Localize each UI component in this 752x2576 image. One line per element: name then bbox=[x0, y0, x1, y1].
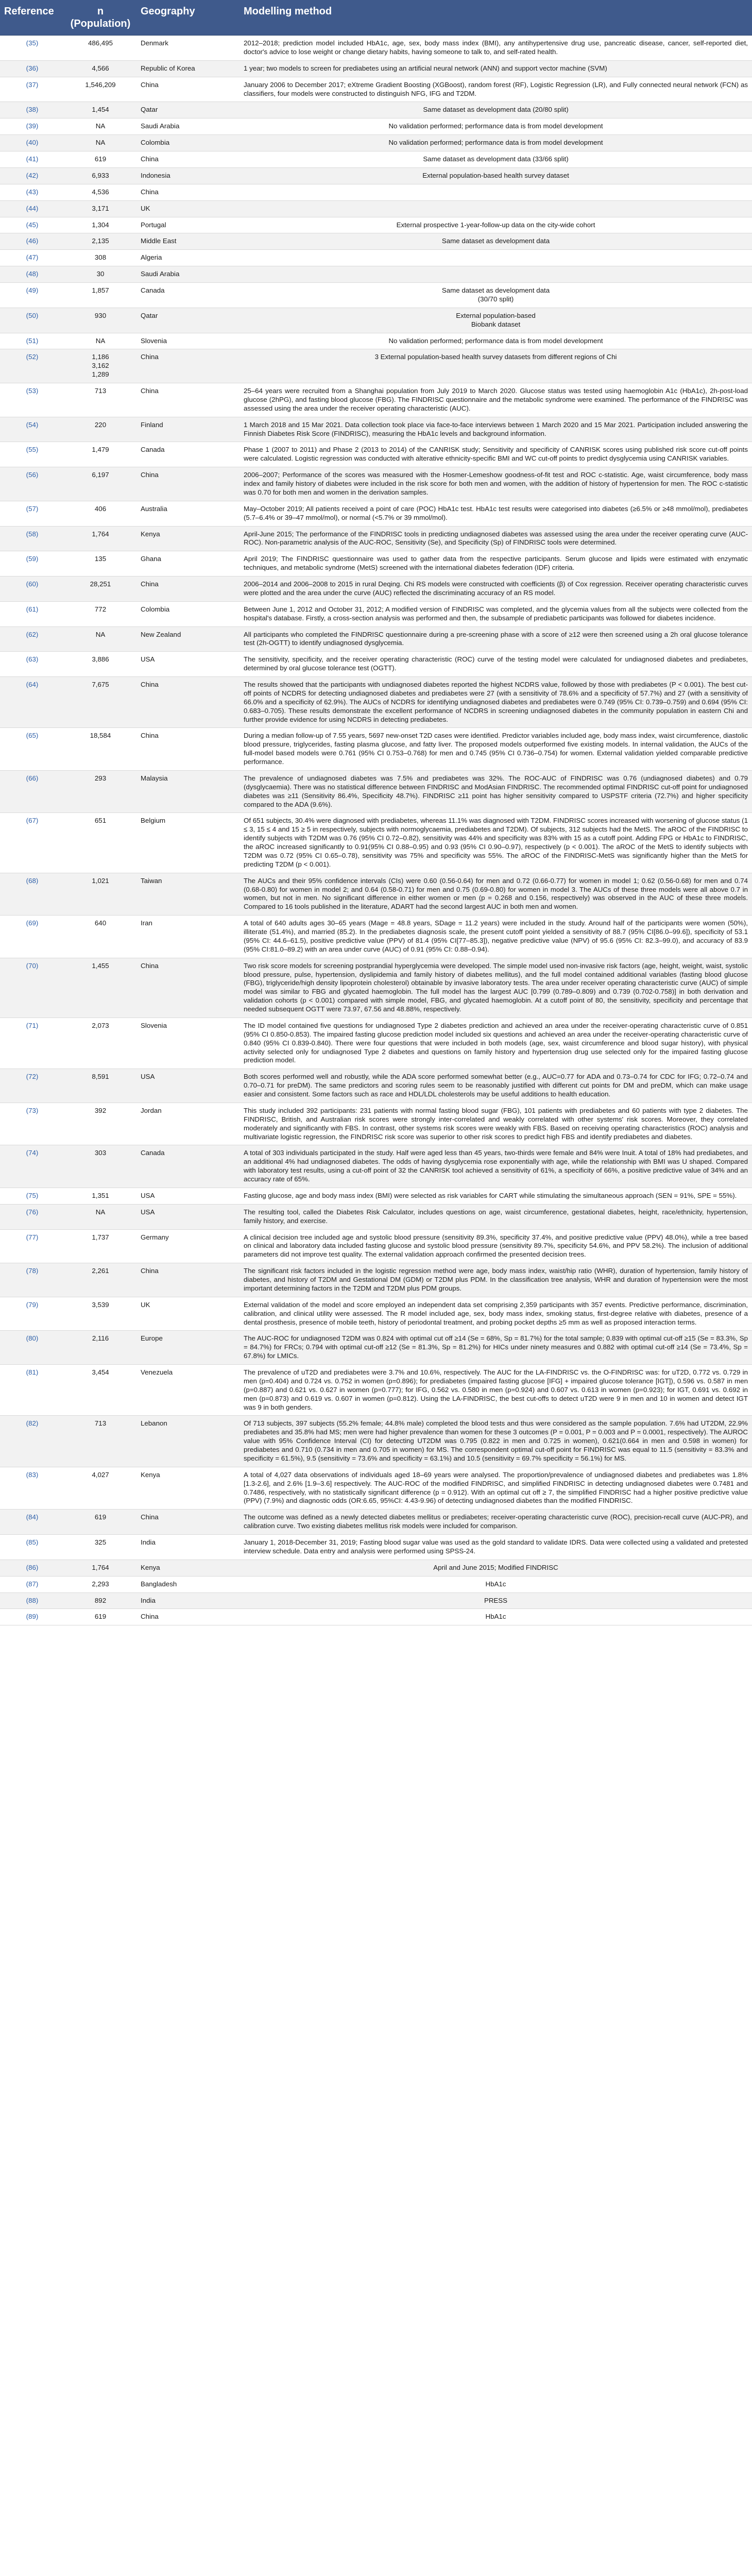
geography-cell: USA bbox=[136, 1069, 240, 1103]
reference-cell[interactable]: (81) bbox=[0, 1365, 64, 1416]
modelling-method-cell: The significant risk factors included in the logistic regression method were age, body mass index, waist/hip ratio (WHR), duration of hypertension, family history of diabetes, and history of T2DM and Gestational DM (GDM) or T2DM plus PDM. In the classification tree analysis, WHR and duration of hypertension were the most important determining factors in the T2DM and T2DM plus PDM groups. bbox=[240, 1263, 752, 1297]
reference-cell[interactable]: (54) bbox=[0, 417, 64, 442]
geography-cell: China bbox=[136, 184, 240, 200]
modelling-method-cell: The sensitivity, specificity, and the receiver operating characteristic (ROC) curve of the testing model were calculated for undiagnosed diabetes and prediabetes, determined by oral glucose tolerance test (OGTT). bbox=[240, 652, 752, 677]
n-population-cell: 1,737 bbox=[64, 1229, 136, 1263]
modelling-method-cell: April 2019; The FINDRISC questionnaire was used to gather data from the respective participants. Serum glucose and lipids were estimated with enzymatic techniques, and metabolic syndrome (MetS) screened with the international diabetes federation (IDF) criteria. bbox=[240, 551, 752, 577]
modelling-method-cell: HbA1c bbox=[240, 1576, 752, 1592]
modelling-method-cell bbox=[240, 184, 752, 200]
modelling-method-cell: Fasting glucose, age and body mass index (BMI) were selected as risk variables for CART while stimulating the simultaneous approach (SEN = 91%, SPE = 55%). bbox=[240, 1188, 752, 1204]
modelling-method-cell: The prevalence of undiagnosed diabetes was 7.5% and prediabetes was 32%. The ROC-AUC of FINDRISC was 0.76 (undiagnosed diabetes) and 0.79 (dysglycaemia). There was no statistical difference between FINDRISC and ModAsian FINDRISC. The recommended optimal FINDRISC cut-off point for undiagnosed diabetes was ≥11 (Sensitivity 86.4%, Specificity 48.7%). FINDRISC ≥11 point has higher sensitivity compared to USPSTF criteria (72.7%) and higher specificity compared to the ADA (9.6%). bbox=[240, 770, 752, 813]
n-population-cell: 1,546,209 bbox=[64, 77, 136, 102]
table-row bbox=[0, 1018, 752, 1069]
geography-cell: Venezuela bbox=[136, 1365, 240, 1416]
modelling-method-cell: HbA1c bbox=[240, 1609, 752, 1625]
modelling-method-cell: Same dataset as development data (30/70 split) bbox=[240, 283, 752, 308]
table-row bbox=[0, 770, 752, 813]
geography-cell: Slovenia bbox=[136, 333, 240, 349]
modelling-method-cell: A total of 640 adults ages 30–65 years (Mage = 48.8 years, SDage = 11.2 years) were included in the study. Around half of the participants were women (50%), illiterate (51.4%), and married (85.2). In the prediabetes diagnosis scale, the present cutoff point yielded a sensitivity of 88.7 (95% CI[86.0–99.6]), specificity of 53.1 (95% CI: 44.6–61.5), positive predictive value (PPV) of 81.4 (95% CI[77–85.3]), negative predictive value (NPV) of 95.6 (95% CI: 82.3–99.0), and accuracy of 83.9 (95% CI:81.0–89.2) with an area under curve (AUC) of 0.91 (95% CI: 0.88–0.94). bbox=[240, 916, 752, 958]
table-row bbox=[0, 1297, 752, 1331]
n-population-cell: 3,171 bbox=[64, 200, 136, 217]
reference-cell[interactable]: (70) bbox=[0, 958, 64, 1018]
geography-cell: Canada bbox=[136, 1145, 240, 1188]
geography-cell: Slovenia bbox=[136, 1018, 240, 1069]
n-population-cell: 293 bbox=[64, 770, 136, 813]
table-row bbox=[0, 308, 752, 333]
table-row bbox=[0, 118, 752, 135]
geography-cell: China bbox=[136, 577, 240, 602]
modelling-method-cell: The prevalence of uT2D and prediabetes were 3.7% and 10.6%, respectively. The AUC for the LA-FINDRISC vs. the O-FINDRISC was: for uT2D, 0.772 vs. 0.729 in men (p=0.404) and 0.724 vs. 0.752 in women (p=0.896); for prediabetes (impaired fasting glucose [IFG] + impaired glucose tolerance [IGT]), 0.596 vs. 0.587 in men (p=0.887) and 0.621 vs. 0.627 in women (p=0.777); for IFG, 0.562 vs. 0.580 in men (p=0.924) and 0.607 vs. 0.613 in women (p=0.923); for IGT, 0.691 vs. 0.692 in men (p=0.873) and 0.619 vs. 0.607 in women (p=0.812). Using the LA-FINDRISC, the best cut-offs to detect uT2D were 9 in men and 10 in women and detect IGT was 9 in both genders. bbox=[240, 1365, 752, 1416]
modelling-method-cell bbox=[240, 266, 752, 283]
modelling-method-cell: 25–64 years were recruited from a Shanghai population from July 2019 to March 2020. Glucose status was tested using haemoglobin A1c (HbA1c), 2h-post-load glucose (2hPG), and fasting blood glucose (FBG). The FINDRISC questionnaire and the metabolic syndrome were examined. The performance of the FINDRISC was assessed using the area under the receiver operating characteristic (AUC). bbox=[240, 383, 752, 417]
table-row bbox=[0, 526, 752, 551]
reference-cell[interactable]: (66) bbox=[0, 770, 64, 813]
n-population-cell: 640 bbox=[64, 916, 136, 958]
n-population-cell: 2,135 bbox=[64, 233, 136, 250]
modelling-method-cell: Between June 1, 2012 and October 31, 2012; A modified version of FINDRISC was completed, and the glycemia values from all the subjects were collected from the hospital's database. Firstly, a cross-section analysis was performed and then, the subsample of prediabetic participants was followed for diabetes incidence. bbox=[240, 601, 752, 626]
geography-cell: USA bbox=[136, 1188, 240, 1204]
reference-cell[interactable]: (83) bbox=[0, 1467, 64, 1510]
geography-cell: China bbox=[136, 958, 240, 1018]
n-population-cell: 308 bbox=[64, 250, 136, 266]
reference-cell[interactable]: (88) bbox=[0, 1592, 64, 1609]
geography-cell: Ghana bbox=[136, 551, 240, 577]
reference-cell[interactable]: (55) bbox=[0, 442, 64, 467]
reference-cell[interactable]: (60) bbox=[0, 577, 64, 602]
header-row bbox=[0, 0, 752, 36]
modelling-method-cell: 1 year; two models to screen for prediabetes using an artificial neural network (ANN) and support vector machine (SVM) bbox=[240, 60, 752, 77]
n-population-cell: 619 bbox=[64, 151, 136, 168]
table-row bbox=[0, 417, 752, 442]
geography-cell: Belgium bbox=[136, 813, 240, 873]
table-row bbox=[0, 873, 752, 916]
table-row bbox=[0, 958, 752, 1018]
n-population-cell: 3,454 bbox=[64, 1365, 136, 1416]
header-modelling-method: Modelling method bbox=[240, 0, 752, 36]
reference-cell[interactable]: (47) bbox=[0, 250, 64, 266]
table-row bbox=[0, 1145, 752, 1188]
table-row bbox=[0, 813, 752, 873]
modelling-method-cell: This study included 392 participants: 231 patients with normal fasting blood sugar (FBG), 101 patients with prediabetes and 60 patients with type 2 diabetes. The FINDRISC, British, and Australian risk scores were strongly inter-correlated and weakly correlated with other systems' risk scores. Moreover, they correlated moderately and significantly with FBS. In contrast, other systems risk scores were weakly with FBS. Based on receiving operating characteristics (ROC) analysis and multivariate logistic regression, the FINDRISC risk score was superior to other risk scores to predict high FBS and identify prediabetes and diabetes. bbox=[240, 1103, 752, 1145]
geography-cell: Qatar bbox=[136, 102, 240, 118]
n-population-cell: 651 bbox=[64, 813, 136, 873]
reference-cell[interactable]: (41) bbox=[0, 151, 64, 168]
reference-cell[interactable]: (86) bbox=[0, 1560, 64, 1576]
n-population-cell: 4,536 bbox=[64, 184, 136, 200]
geography-cell: Bangladesh bbox=[136, 1576, 240, 1592]
reference-cell[interactable]: (79) bbox=[0, 1297, 64, 1331]
n-population-cell: NA bbox=[64, 626, 136, 652]
n-population-cell: 4,027 bbox=[64, 1467, 136, 1510]
modelling-method-cell: 2006–2007; Performance of the scores was measured with the Hosmer-Lemeshow goodness-of-fit test and ROC c-statistic. Age, waist circumference, body mass index and family history of diabetes were included in the risk score for both men and women, with the addition of history of hypertension for men. The ROC c-statistic was 0.70 for both men and women in the derivation samples. bbox=[240, 467, 752, 501]
table-row bbox=[0, 652, 752, 677]
modelling-method-cell: During a median follow-up of 7.55 years, 5697 new-onset T2D cases were identified. Predictor variables included age, body mass index, waist circumference, diastolic blood pressure, triglycerides, fasting plasma glucose, and fatty liver. The proposed models outperformed five existing models. In internal validation, the AUCs of the full-model based models were 0.761 (95% CI 0.753–0.768) for men and 0.745 (95% CI 0.736–0.754) for women. External validation yielded comparable predictive performance. bbox=[240, 728, 752, 771]
geography-cell: China bbox=[136, 1510, 240, 1535]
modelling-method-cell: 1 March 2018 and 15 Mar 2021. Data collection took place via face-to-face interviews between 1 March 2020 and 15 Mar 2021. Participation included answering the Finnish Diabetes Risk Score (FINDRISC), measuring the HbA1c levels and background information. bbox=[240, 417, 752, 442]
table-row bbox=[0, 77, 752, 102]
modelling-method-cell: No validation performed; performance data is from model development bbox=[240, 333, 752, 349]
reference-cell[interactable]: (56) bbox=[0, 467, 64, 501]
reference-cell[interactable]: (84) bbox=[0, 1510, 64, 1535]
reference-cell[interactable]: (74) bbox=[0, 1145, 64, 1188]
n-population-cell: 220 bbox=[64, 417, 136, 442]
reference-cell[interactable]: (75) bbox=[0, 1188, 64, 1204]
header-geography: Geography bbox=[136, 0, 240, 36]
n-population-cell: 1,186 3,162 1,289 bbox=[64, 349, 136, 383]
geography-cell: Saudi Arabia bbox=[136, 266, 240, 283]
reference-cell[interactable]: (48) bbox=[0, 266, 64, 283]
n-population-cell: 713 bbox=[64, 383, 136, 417]
modelling-method-cell: A total of 4,027 data observations of individuals aged 18–69 years were analysed. The proportion/prevalence of undiagnosed diabetes and prediabetes was 1.8% [1.3-2.6], and 2.6% [1.9–3.6] respectively. The AUC-ROC of the modified FINDRISC, and simplified FINDRISC in detecting undiagnosed diabetes were 0.7481 and 0.7486, respectively, with no statistically significant difference (p = 0.912). With an optimal cut off ≥ 7, the simplified FINDRISC had a higher positive predictive value (PPV) (7.9%) and diagnostic odds (OR:6.65, 95%CI: 4.43-9.96) of detecting undiagnosed diabetes than the modified FINDRISC. bbox=[240, 1467, 752, 1510]
n-population-cell: 6,197 bbox=[64, 467, 136, 501]
reference-cell[interactable]: (35) bbox=[0, 36, 64, 61]
table-row bbox=[0, 1188, 752, 1204]
table-row bbox=[0, 1510, 752, 1535]
modelling-method-cell: May–October 2019; All patients received a point of care (POC) HbA1c test. HbA1c test results were categorised into diabetes (≥6.5% or ≥48 mmol/mol), prediabetes (5.7–6.4% or 39–47 mmol/mol), or normal (<5.7% or 39 mmol/mol). bbox=[240, 501, 752, 526]
table-row bbox=[0, 442, 752, 467]
n-population-cell: 892 bbox=[64, 1592, 136, 1609]
geography-cell: China bbox=[136, 383, 240, 417]
modelling-method-cell: January 2006 to December 2017; eXtreme Gradient Boosting (XGBoost), random forest (RF), Logistic Regression (LR), and Fully connected neural network (FCN) as classifiers, four models were constructed to distinguish NFG, IFG and T2DM. bbox=[240, 77, 752, 102]
modelling-method-cell: A total of 303 individuals participated in the study. Half were aged less than 45 years, two-thirds were female and 84% were Inuit. A total of 18% had prediabetes, and an additional 4% had undiagnosed diabetes. The odds of having dysglycemia rose exponentially with age, while the relationship with BMI was U shaped. Compared with laboratory test results, using a cut-off point of 32 the CANRISK tool achieved a sensitivity of 61%, a specificity of 66%, a positive predictive value of 34% and an accuracy rate of 65%. bbox=[240, 1145, 752, 1188]
n-population-cell: 303 bbox=[64, 1145, 136, 1188]
n-population-cell: 4,566 bbox=[64, 60, 136, 77]
modelling-method-cell: All participants who completed the FINDRISC questionnaire during a pre-screening phase with a score of ≥12 were then screened using a 2h oral glucose tolerance test (2h-OGTT) to identify undiagnosed dysglycemia. bbox=[240, 626, 752, 652]
n-population-cell: 1,455 bbox=[64, 958, 136, 1018]
n-population-cell: 18,584 bbox=[64, 728, 136, 771]
geography-cell: China bbox=[136, 151, 240, 168]
geography-cell: China bbox=[136, 77, 240, 102]
modelling-method-cell bbox=[240, 200, 752, 217]
geography-cell: Algeria bbox=[136, 250, 240, 266]
n-population-cell: 1,764 bbox=[64, 1560, 136, 1576]
modelling-method-cell: Same dataset as development data (20/80 split) bbox=[240, 102, 752, 118]
n-population-cell: NA bbox=[64, 1204, 136, 1229]
geography-cell: India bbox=[136, 1535, 240, 1560]
geography-cell: Jordan bbox=[136, 1103, 240, 1145]
modelling-method-cell: External prospective 1-year-follow-up data on the city-wide cohort bbox=[240, 217, 752, 233]
modelling-method-cell: The resulting tool, called the Diabetes Risk Calculator, includes questions on age, waist circumference, gestational diabetes, height, race/ethnicity, hypertension, family history, and exercise. bbox=[240, 1204, 752, 1229]
geography-cell: Europe bbox=[136, 1331, 240, 1365]
table-row bbox=[0, 1229, 752, 1263]
table-row bbox=[0, 333, 752, 349]
geography-cell: Colombia bbox=[136, 601, 240, 626]
geography-cell: Taiwan bbox=[136, 873, 240, 916]
n-population-cell: 2,261 bbox=[64, 1263, 136, 1297]
reference-cell[interactable]: (77) bbox=[0, 1229, 64, 1263]
geography-cell: Finland bbox=[136, 417, 240, 442]
reference-cell[interactable]: (73) bbox=[0, 1103, 64, 1145]
reference-cell[interactable]: (80) bbox=[0, 1331, 64, 1365]
n-population-cell: 325 bbox=[64, 1535, 136, 1560]
modelling-method-cell: The AUC-ROC for undiagnosed T2DM was 0.824 with optimal cut off ≥14 (Se = 68%, Sp = 81.7%) for the total sample; 0.839 with optimal cut-off ≥15 (Se = 83.3%, Sp = 84.7%) for FRCs; 0.794 with optimal cut-off ≥12 (Se = 81.3%, Sp = 81.2%) for HICs under ninety measures and 0.882 with optimal cut-off ≥14 (Se = 73.4%, Sp = 67.8%) for LMICs. bbox=[240, 1331, 752, 1365]
reference-cell[interactable]: (58) bbox=[0, 526, 64, 551]
n-population-cell: 1,479 bbox=[64, 442, 136, 467]
modelling-method-cell: Phase 1 (2007 to 2011) and Phase 2 (2013 to 2014) of the CANRISK study; Sensitivity and specificity of CANRISK scores using published risk score cut-off points were calculated. Logistic regression was conducted with alterative ethnicity-specific BMI and WC cut-off points to predict dysglycemia using CANRISK variables. bbox=[240, 442, 752, 467]
modelling-method-cell: Two risk score models for screening postprandial hyperglycemia were developed. The simple model used non-invasive risk factors (age, height, weight, waist, systolic blood pressure, pulse, hypertension, dyslipidemia and family history of diabetes mellitus), and the full model contained additional variables (fasting blood glucose (FBG), triglyceride/high density lipoprotein cholesterol) obtainable by invasive laboratory tests. The area under receiver operating characteristic curve (AUC) of simple model was similar to FBG and glycated haemoglobin. The full model has the largest AUC [0.799 (0.789–0.809) and 0.739 (0.702-0.758)] in both derivation and validation cohorts (p < 0.001) compared with simple model, FBG, and glycated haemoglobin. At a cutoff point of 80, the sensitivity, specificity and percentage that needed subsequent OGTT were 73.97, 67.56 and 48.88%, respectively. bbox=[240, 958, 752, 1018]
geography-cell: Qatar bbox=[136, 308, 240, 333]
geography-cell: Kenya bbox=[136, 1467, 240, 1510]
geography-cell: New Zealand bbox=[136, 626, 240, 652]
reference-cell[interactable]: (50) bbox=[0, 308, 64, 333]
n-population-cell: 3,886 bbox=[64, 652, 136, 677]
n-population-cell: 619 bbox=[64, 1510, 136, 1535]
geography-cell: Colombia bbox=[136, 135, 240, 151]
reference-cell[interactable]: (76) bbox=[0, 1204, 64, 1229]
geography-cell: China bbox=[136, 1263, 240, 1297]
modelling-method-cell: The outcome was defined as a newly detected diabetes mellitus or prediabetes; receiver-operating characteristic curve (ROC), precision-recall curve (AUC-PR), and calibration curve. Two existing diabetes mellitus risk models were included for comparison. bbox=[240, 1510, 752, 1535]
table-row bbox=[0, 601, 752, 626]
table-row bbox=[0, 916, 752, 958]
table-row bbox=[0, 1069, 752, 1103]
reference-cell[interactable]: (36) bbox=[0, 60, 64, 77]
reference-cell[interactable]: (49) bbox=[0, 283, 64, 308]
reference-cell[interactable]: (52) bbox=[0, 349, 64, 383]
table-row bbox=[0, 217, 752, 233]
geography-cell: Canada bbox=[136, 442, 240, 467]
modelling-method-cell: The AUCs and their 95% confidence intervals (CIs) were 0.60 (0.56-0.64) for men and 0.72 (0.66-0.77) for women in model 1; 0.62 (0.56-0.68) for men and 0.74 (0.68-0.80) for women in model 2; and 0.64 (0.58-0.71) for men and 0.75 (0.69-0.80) for women in model 3. The AUCs of these three models were all above 0.7 in women, but not in men. No significant difference in either women or men (p = 0.268 and 0.156, respectively) was observed in the AUC of these three models. Compared to 16 tools published in the literature, ADART had the second largest AUC in both men and women. bbox=[240, 873, 752, 916]
n-population-cell: 1,351 bbox=[64, 1188, 136, 1204]
table-row bbox=[0, 167, 752, 184]
table-row bbox=[0, 349, 752, 383]
reference-cell[interactable]: (65) bbox=[0, 728, 64, 771]
reference-cell[interactable]: (44) bbox=[0, 200, 64, 217]
reference-cell[interactable]: (45) bbox=[0, 217, 64, 233]
geography-cell: Lebanon bbox=[136, 1416, 240, 1467]
table-row bbox=[0, 1467, 752, 1510]
geography-cell: Kenya bbox=[136, 526, 240, 551]
n-population-cell: 28,251 bbox=[64, 577, 136, 602]
geography-cell: China bbox=[136, 728, 240, 771]
modelling-method-cell: Same dataset as development data (33/66 split) bbox=[240, 151, 752, 168]
n-population-cell: 135 bbox=[64, 551, 136, 577]
modelling-method-cell: External population-based Biobank dataset bbox=[240, 308, 752, 333]
n-population-cell: 486,495 bbox=[64, 36, 136, 61]
n-population-cell: 1,857 bbox=[64, 283, 136, 308]
n-population-cell: 1,764 bbox=[64, 526, 136, 551]
geography-cell: Iran bbox=[136, 916, 240, 958]
table-row bbox=[0, 1204, 752, 1229]
reference-cell[interactable]: (78) bbox=[0, 1263, 64, 1297]
table-row bbox=[0, 551, 752, 577]
table-row bbox=[0, 200, 752, 217]
n-population-cell: 619 bbox=[64, 1609, 136, 1625]
table-row bbox=[0, 1263, 752, 1297]
n-population-cell: 2,073 bbox=[64, 1018, 136, 1069]
geography-cell: Australia bbox=[136, 501, 240, 526]
modelling-method-cell: 2006–2014 and 2006–2008 to 2015 in rural Deqing. Chi RS models were constructed with coefficients (β) of Cox regression. Receiver operating characteristic curves were plotted and the area under the curve (AUC) reflected the discriminating accuracy of an RS model. bbox=[240, 577, 752, 602]
modelling-method-cell: Both scores performed well and robustly, while the ADA score performed somewhat better (e.g., AUC=0.77 for ADA and 0.73–0.74 for CDC for IFG; 0.72–0.74 and 0.70–0.71 for preDM). The same predictors and scoring rules seem to be reasonably justified with different cut points for DM and preDM, which can make usage easier and consistent. Some factors such as race and HDL/LDL cholesterols may be useful additions to health education. bbox=[240, 1069, 752, 1103]
modelling-method-cell: No validation performed; performance data is from model development bbox=[240, 118, 752, 135]
geography-cell: USA bbox=[136, 1204, 240, 1229]
table-row bbox=[0, 36, 752, 61]
reference-cell[interactable]: (63) bbox=[0, 652, 64, 677]
reference-cell[interactable]: (72) bbox=[0, 1069, 64, 1103]
reference-cell[interactable]: (42) bbox=[0, 167, 64, 184]
n-population-cell: 930 bbox=[64, 308, 136, 333]
table-row bbox=[0, 1416, 752, 1467]
modelling-method-cell: A clinical decision tree included age and systolic blood pressure (sensitivity 89.3%, specificity 37.4%, and positive predictive value (PPV) 48.0%), while a tree based on clinical and laboratory data included fasting glucose and systolic blood pressure (sensitivity 89.7%, specificity 54.6%, and PPV 58.2%). The inclusion of additional parameters did not improve test quality. The external validation approach confirmed the presented decision trees. bbox=[240, 1229, 752, 1263]
header-reference: Reference bbox=[0, 0, 64, 36]
reference-cell[interactable]: (37) bbox=[0, 77, 64, 102]
n-population-cell: 2,293 bbox=[64, 1576, 136, 1592]
modelling-method-cell: April-June 2015; The performance of the FINDRISC tools in predicting undiagnosed diabetes was assessed using the area under the receiver operating curve (AUC-ROC). Non-parametric analysis of the AUC-ROC, Sensitivity (Se), and Specificity (Sp) of FINDRISC tools were determined. bbox=[240, 526, 752, 551]
reference-cell[interactable]: (59) bbox=[0, 551, 64, 577]
n-population-cell: 7,675 bbox=[64, 677, 136, 728]
n-population-cell: 406 bbox=[64, 501, 136, 526]
geography-cell: Kenya bbox=[136, 1560, 240, 1576]
geography-cell: China bbox=[136, 349, 240, 383]
geography-cell: USA bbox=[136, 652, 240, 677]
table-row bbox=[0, 626, 752, 652]
modelling-method-cell: Same dataset as development data bbox=[240, 233, 752, 250]
n-population-cell: 772 bbox=[64, 601, 136, 626]
geography-cell: Canada bbox=[136, 283, 240, 308]
reference-cell[interactable]: (69) bbox=[0, 916, 64, 958]
modelling-method-cell: 2012–2018; prediction model included HbA1c, age, sex, body mass index (BMI), any antihypertensive drug use, pancreatic disease, cancer, self-reported diet, doctor's advice to lose weight or change dietary habits, having someone to talk to, and self-rated health. bbox=[240, 36, 752, 61]
modelling-method-cell: The ID model contained five questions for undiagnosed Type 2 diabetes prediction and achieved an area under the receiver-operating characteristic curve of 0.851 (95% CI 0.850-0.853). The impaired fasting glucose prediction model included six questions and achieved an area under the receiver-operating characteristic curve of 0.840 (95% CI 0.839-0.840). There were four questions that were included in both models (age, sex, waist circumference and blood sugar history), with physical activity selected only for undiagnosed Type 2 diabetes and questions on family history and hypertension drug use selected only for the impaired fasting glucose prediction model. bbox=[240, 1018, 752, 1069]
n-population-cell: 713 bbox=[64, 1416, 136, 1467]
table-row bbox=[0, 1331, 752, 1365]
geography-cell: Malaysia bbox=[136, 770, 240, 813]
modelling-method-cell: The results showed that the participants with undiagnosed diabetes reported the highest NCDRS value, followed by those with prediabetes (P < 0.001). The best cut-off points of NCDRS for detecting undiagnosed diabetes and prediabetes were 27 (with a sensitivity of 78.6% and a specificity of 57.7%) and 27 (with a sensitivity of 66.0% and a specificity of 62.9%). The AUCs of NCDRS for identifying undiagnosed diabetes and prediabetes were 0.749 (95% CI: 0.739–0.759) and 0.694 (95% CI: 0.683–0.705). These results demonstrate the excellent performance of NCDRS in screening undiagnosed diabetes in the community population in eastern Chi and further provide evidence for using NCDRS in detecting prediabetes. bbox=[240, 677, 752, 728]
modelling-method-cell: Of 651 subjects, 30.4% were diagnosed with prediabetes, whereas 11.1% was diagnosed with T2DM. FINDRISC scores increased with worsening of glucose status (1 ≤ 3, 15 ≤ 4 and 15 ≥ 5 in respectively, subjects with normoglycaemia, prediabetes and T2DM). Of subjects, 312 subjects had the MetS. The aROC of the FINDRISC to identify subjects with T2DM was 0.76 (95% CI 0.72–0.82), sensitivity was 44% and specificity was 83% with 15 as a cutoff point. Adding FPG or HbA1c to FINDRISC, the aROC increased significantly to 0.91(95% CI 0.88–0.95) and 0.93 (95% CI 0.90–0.97), respectively (p < 0.001). The aROC of the MetS to identify subjects with T2DM was 0.72 (95% CI 0.65–0.78), sensitivity was 75% and specificity was 55%. The aROC of the FINDRISC-MetS was significantly higher than the MetS for predicting T2DM (p < 0.001). bbox=[240, 813, 752, 873]
n-population-cell: 6,933 bbox=[64, 167, 136, 184]
n-population-cell: 3,539 bbox=[64, 1297, 136, 1331]
header-n-population: n (Population) bbox=[64, 0, 136, 36]
n-population-cell: 1,304 bbox=[64, 217, 136, 233]
table-row bbox=[0, 1592, 752, 1609]
reference-cell[interactable]: (43) bbox=[0, 184, 64, 200]
n-population-cell: 1,454 bbox=[64, 102, 136, 118]
modelling-method-cell: External validation of the model and score employed an independent data set comprising 2,359 participants with 357 events. Predictive performance, discrimination, calibration, and clinical utility were assessed. The R model included age, sex, body mass index, smoking status, first-degree relative with diabetes, presence of a dental prosthesis, presence of mobile teeth, history of periodontal treatment, and probing pocket depths ≥5 mm as well as proposed interaction terms. bbox=[240, 1297, 752, 1331]
n-population-cell: NA bbox=[64, 333, 136, 349]
reference-cell[interactable]: (40) bbox=[0, 135, 64, 151]
geography-cell: China bbox=[136, 1609, 240, 1625]
reference-cell[interactable]: (64) bbox=[0, 677, 64, 728]
reference-cell[interactable]: (62) bbox=[0, 626, 64, 652]
geography-cell: Republic of Korea bbox=[136, 60, 240, 77]
reference-cell[interactable]: (51) bbox=[0, 333, 64, 349]
reference-cell[interactable]: (57) bbox=[0, 501, 64, 526]
table-row bbox=[0, 283, 752, 308]
n-population-cell: 30 bbox=[64, 266, 136, 283]
table-row bbox=[0, 728, 752, 771]
reference-cell[interactable]: (68) bbox=[0, 873, 64, 916]
table-row bbox=[0, 501, 752, 526]
geography-cell: China bbox=[136, 677, 240, 728]
reference-cell[interactable]: (89) bbox=[0, 1609, 64, 1625]
geography-cell: Portugal bbox=[136, 217, 240, 233]
geography-cell: Indonesia bbox=[136, 167, 240, 184]
table-row bbox=[0, 135, 752, 151]
reference-cell[interactable]: (61) bbox=[0, 601, 64, 626]
reference-cell[interactable]: (71) bbox=[0, 1018, 64, 1069]
geography-cell: UK bbox=[136, 1297, 240, 1331]
table-row bbox=[0, 1365, 752, 1416]
table-row bbox=[0, 233, 752, 250]
table-row bbox=[0, 677, 752, 728]
geography-cell: Denmark bbox=[136, 36, 240, 61]
table-row bbox=[0, 184, 752, 200]
table-row bbox=[0, 383, 752, 417]
table-row bbox=[0, 102, 752, 118]
table-row bbox=[0, 467, 752, 501]
table-row bbox=[0, 1535, 752, 1560]
n-population-cell: 8,591 bbox=[64, 1069, 136, 1103]
reference-cell[interactable]: (39) bbox=[0, 118, 64, 135]
modelling-method-cell: External population-based health survey dataset bbox=[240, 167, 752, 184]
geography-cell: India bbox=[136, 1592, 240, 1609]
modelling-method-cell: April and June 2015; Modified FINDRISC bbox=[240, 1560, 752, 1576]
table-row bbox=[0, 1609, 752, 1625]
modelling-method-cell: January 1, 2018-December 31, 2019; Fasting blood sugar value was used as the gold standard to validate IDRS. Data were collected using a validated and pretested interview schedule. Data entry and analysis were performed using SPSS-24. bbox=[240, 1535, 752, 1560]
geography-cell: Saudi Arabia bbox=[136, 118, 240, 135]
reference-cell[interactable]: (38) bbox=[0, 102, 64, 118]
table-row bbox=[0, 60, 752, 77]
modelling-method-cell: No validation performed; performance data is from model development bbox=[240, 135, 752, 151]
reference-cell[interactable]: (53) bbox=[0, 383, 64, 417]
reference-cell[interactable]: (82) bbox=[0, 1416, 64, 1467]
n-population-cell: 2,116 bbox=[64, 1331, 136, 1365]
n-population-cell: 1,021 bbox=[64, 873, 136, 916]
table-row bbox=[0, 577, 752, 602]
geography-cell: UK bbox=[136, 200, 240, 217]
reference-cell[interactable]: (87) bbox=[0, 1576, 64, 1592]
table-row bbox=[0, 250, 752, 266]
table-row bbox=[0, 1103, 752, 1145]
geography-cell: Middle East bbox=[136, 233, 240, 250]
n-population-cell: NA bbox=[64, 135, 136, 151]
modelling-method-cell: 3 External population-based health survey datasets from different regions of Chi bbox=[240, 349, 752, 383]
table-row bbox=[0, 1560, 752, 1576]
reference-cell[interactable]: (85) bbox=[0, 1535, 64, 1560]
n-population-cell: 392 bbox=[64, 1103, 136, 1145]
n-population-cell: NA bbox=[64, 118, 136, 135]
geography-cell: Germany bbox=[136, 1229, 240, 1263]
geography-cell: China bbox=[136, 467, 240, 501]
table-row bbox=[0, 1576, 752, 1592]
table-row bbox=[0, 151, 752, 168]
table-row bbox=[0, 266, 752, 283]
modelling-method-cell bbox=[240, 250, 752, 266]
modelling-method-cell: PRESS bbox=[240, 1592, 752, 1609]
reference-cell[interactable]: (67) bbox=[0, 813, 64, 873]
modelling-method-cell: Of 713 subjects, 397 subjects (55.2% female; 44.8% male) completed the blood tests and thus were considered as the sample population. 7.6% had UT2DM, 22.9% prediabetes and 35.8% had MS; men were had higher prevalence than women for these 3 outcomes (P = 0.001, P = 0.003 and P = 0.0001, respectively). The AUROC value with 95% Confidence Interval (CI) for detecting UT2DM was 0.795 (0.822 in men and 0.725 in women), 0.621(0.664 in men and 0.598 in women) for prediabetes and 0.710 (0.734 in men and 0.705 in women) for MS. The correspondent optimal cut-off point for FINDRISC was equal to 11.5 (sensitivity = 83.3% and specificity = 61.5%), 9.5 (sensitivity = 73.6% and specificity = 63.1%) and 10.5 (sensitivity = 69.7% specificity = 56.1%) for MS. bbox=[240, 1416, 752, 1467]
reference-cell[interactable]: (46) bbox=[0, 233, 64, 250]
